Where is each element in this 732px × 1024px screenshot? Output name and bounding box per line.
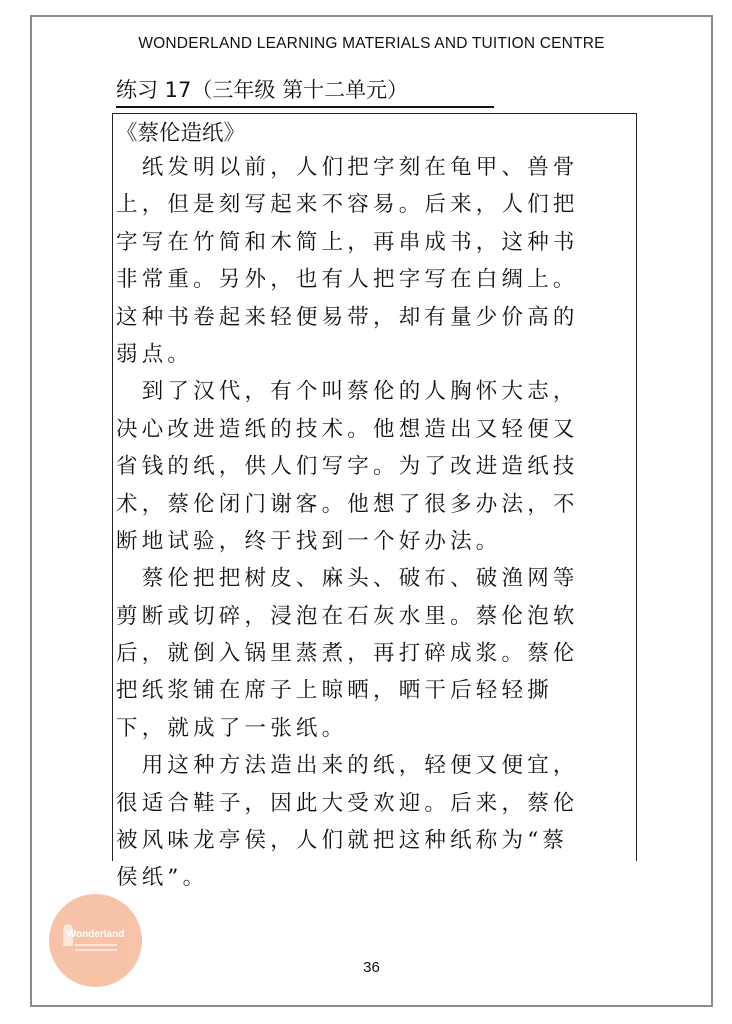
text-line: 断地试验，终于找到一个好办法。 bbox=[116, 528, 502, 554]
page-frame bbox=[30, 15, 713, 1007]
text-line: 术，蔡伦闭门谢客。他想了很多办法，不 bbox=[116, 491, 579, 517]
story-paragraph-2 bbox=[116, 373, 636, 560]
text-line: 被风味龙亭侯，人们就把这种纸称为“蔡 bbox=[116, 828, 569, 854]
story-paragraph-4 bbox=[116, 747, 636, 897]
logo-text: Wonderland bbox=[66, 929, 125, 940]
text-line: 这种书卷起来轻便易带，却有量少价高的 bbox=[116, 304, 579, 330]
text-line: 蔡伦把把树皮、麻头、破布、破渔网等 bbox=[116, 566, 579, 592]
logo-divider bbox=[75, 944, 117, 946]
text-line: 字写在竹简和木简上，再串成书，这种书 bbox=[116, 229, 579, 255]
text-line: 侯纸”。 bbox=[116, 865, 209, 891]
text-line: 决心改进造纸的技术。他想造出又轻便又 bbox=[116, 416, 579, 442]
page-number: 36 bbox=[363, 959, 380, 976]
text-line: 省钱的纸，供人们写字。为了改进造纸技 bbox=[116, 454, 579, 480]
text-line: 用这种方法造出来的纸，轻便又便宜， bbox=[116, 753, 579, 779]
text-line: 把纸浆铺在席子上晾晒，晒干后轻轻撕 bbox=[116, 678, 553, 704]
story-paragraph-1 bbox=[116, 149, 636, 373]
centre-header: WONDERLAND LEARNING MATERIALS AND TUITION CENTRE bbox=[138, 35, 605, 52]
text-line: 后，就倒入锅里蒸煮，再打碎成浆。蔡伦 bbox=[116, 641, 579, 667]
story-title: 《蔡伦造纸》 bbox=[116, 121, 246, 146]
text-line: 弱点。 bbox=[116, 341, 194, 367]
text-line: 下，就成了一张纸。 bbox=[116, 715, 348, 741]
text-line: 很适合鞋子，因此大受欢迎。后来，蔡伦 bbox=[116, 790, 579, 816]
logo-divider bbox=[75, 949, 117, 951]
story-paragraph-3 bbox=[116, 560, 636, 747]
text-line: 纸发明以前，人们把字刻在龟甲、兽骨 bbox=[116, 155, 579, 180]
exercise-title: 练习 17（三年级 第十二单元） bbox=[116, 75, 494, 108]
story-text-box bbox=[112, 113, 637, 891]
text-line: 到了汉代，有个叫蔡伦的人胸怀大志， bbox=[116, 379, 579, 405]
text-line: 非常重。另外，也有人把字写在白绸上。 bbox=[116, 267, 579, 293]
text-line: 上，但是刻写起来不容易。后来，人们把 bbox=[116, 192, 579, 218]
text-line: 剪断或切碎，浸泡在石灰水里。蔡伦泡软 bbox=[116, 603, 579, 629]
